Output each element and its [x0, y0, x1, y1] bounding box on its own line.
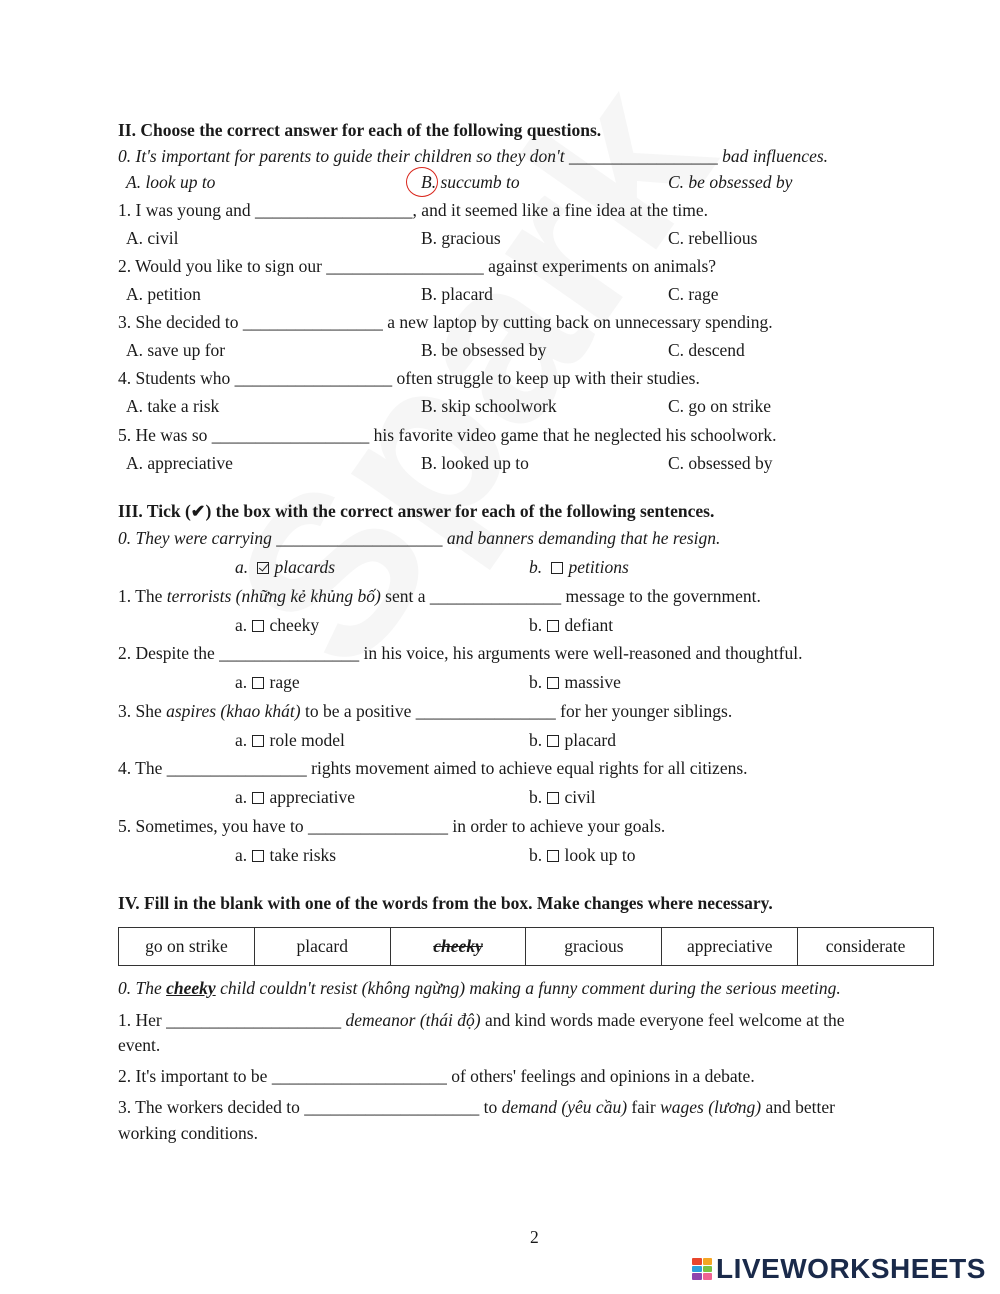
section-3-example-option-a	[235, 556, 335, 578]
section-2-q1-option-c[interactable]: C. rebellious	[668, 228, 758, 248]
section-2-q1-option-a[interactable]: A. civil	[126, 228, 179, 248]
checkbox-icon[interactable]	[547, 620, 559, 632]
section-2-q5-option-c[interactable]: C. obsessed by	[668, 453, 773, 473]
section-3-question-5: 5. Sometimes, you have to ________________ in order to achieve your goals.	[118, 816, 666, 836]
section-2-q4-option-a[interactable]: A. take a risk	[126, 396, 220, 416]
section-3-q2-option-a[interactable]: a. rage	[235, 672, 300, 692]
section-2-q2-option-b[interactable]: B. placard	[421, 284, 493, 304]
section-3-q2-option-b[interactable]: b. massive	[529, 672, 621, 692]
section-3-question-2: 2. Despite the ________________ in his voice, his arguments were well-reasoned and thoughtful.	[118, 643, 803, 663]
section-4-question-3: 3. The workers decided to ____________________ to demand (yêu cầu) fair wages (lương) and better	[118, 1097, 835, 1117]
section-4-question-2: 2. It's important to be ____________________ of others' feelings and opinions in a debate.	[118, 1066, 755, 1086]
section-3-example-option-b	[529, 556, 629, 578]
page-number: 2	[530, 1227, 539, 1247]
section-3-q4-option-a[interactable]: a. appreciative	[235, 787, 356, 807]
section-2-example-option-c: C. be obsessed by	[668, 172, 793, 192]
section-3-example-question: 0. They were carrying ___________________ and banners demanding that he resign.	[118, 528, 721, 548]
option-label: petitions	[568, 557, 629, 577]
checkbox-icon[interactable]	[547, 792, 559, 804]
section-2-example-option-a: A. look up to	[126, 172, 216, 192]
checked-box-icon	[257, 562, 269, 574]
checkbox-icon[interactable]	[252, 735, 264, 747]
section-2-question-2: 2. Would you like to sign our __________________ against experiments on animals?	[118, 256, 717, 276]
logo-mark-icon	[692, 1258, 712, 1280]
section-2-q5-option-a[interactable]: A. appreciative	[126, 453, 233, 473]
section-4-question-1: 1. Her ____________________ demeanor (thái độ) and kind words made everyone feel welcome at the	[118, 1010, 845, 1030]
checkbox-icon[interactable]	[252, 620, 264, 632]
section-2-example-question: 0. It's important for parents to guide their children so they don't _________________ bad influences.	[118, 146, 829, 166]
section-4-heading: IV. Fill in the blank with one of the words from the box. Make changes where necessary.	[118, 893, 773, 913]
word-box-item: placard	[254, 928, 390, 966]
section-3-q1-option-b[interactable]: b. defiant	[529, 615, 614, 635]
section-3-q5-option-b[interactable]: b. look up to	[529, 845, 636, 865]
checkbox-icon[interactable]	[252, 677, 264, 689]
section-2-q2-option-a[interactable]: A. petition	[126, 284, 201, 304]
section-3-q4-option-b[interactable]: b. civil	[529, 787, 596, 807]
option-prefix: a.	[235, 557, 249, 577]
section-4-example: 0. The cheeky child couldn't resist (không ngừng) making a funny comment during the serious meeting.	[118, 978, 841, 998]
section-2-example-option-b: B. succumb to	[421, 172, 520, 192]
checkbox-icon[interactable]	[547, 735, 559, 747]
section-3-q5-option-a[interactable]: a. take risks	[235, 845, 337, 865]
section-2-q5-option-b[interactable]: B. looked up to	[421, 453, 529, 473]
section-3-question-1: 1. The terrorists (những kẻ khủng bố) sent a _______________ message to the government.	[118, 586, 761, 606]
selected-answer-circle	[406, 167, 438, 197]
section-4-question-3-continued: working conditions.	[118, 1123, 258, 1143]
checkbox-icon[interactable]	[547, 850, 559, 862]
section-3-question-3: 3. She aspires (khao khát) to be a positive ________________ for her younger siblings.	[118, 701, 733, 721]
section-2-q3-option-a[interactable]: A. save up for	[126, 340, 226, 360]
section-2-question-5: 5. He was so __________________ his favorite video game that he neglected his schoolwork.	[118, 425, 777, 445]
section-2-question-4: 4. Students who __________________ often struggle to keep up with their studies.	[118, 368, 700, 388]
section-3-question-4: 4. The ________________ rights movement aimed to achieve equal rights for all citizens.	[118, 758, 748, 778]
checkbox-icon[interactable]	[252, 850, 264, 862]
section-2-q3-option-c[interactable]: C. descend	[668, 340, 745, 360]
checkbox-icon[interactable]	[547, 677, 559, 689]
section-4-question-1-continued: event.	[118, 1035, 161, 1055]
section-2-q4-option-b[interactable]: B. skip schoolwork	[421, 396, 557, 416]
option-label: placards	[274, 557, 336, 577]
section-2-q3-option-b[interactable]: B. be obsessed by	[421, 340, 547, 360]
section-2-q4-option-c[interactable]: C. go on strike	[668, 396, 772, 416]
logo-text: LIVEWORKSHEETS	[716, 1253, 986, 1284]
example-answer: cheeky	[166, 978, 216, 998]
section-3-q1-option-a[interactable]: a. cheeky	[235, 615, 320, 635]
section-2-question-1: 1. I was young and __________________, and it seemed like a fine idea at the time.	[118, 200, 709, 220]
section-3-q3-option-a[interactable]: a. role model	[235, 730, 345, 750]
word-box-item-used: cheeky	[390, 928, 526, 966]
section-3-q3-option-b[interactable]: b. placard	[529, 730, 616, 750]
option-prefix: b.	[529, 557, 543, 577]
checkbox-icon	[551, 562, 563, 574]
section-2-heading: II. Choose the correct answer for each of the following questions.	[118, 120, 602, 140]
word-box-item: considerate	[798, 928, 934, 966]
word-box-item: gracious	[526, 928, 662, 966]
section-2-q2-option-c[interactable]: C. rage	[668, 284, 719, 304]
liveworksheets-logo[interactable]	[692, 1253, 986, 1285]
word-box	[118, 927, 934, 966]
section-2-question-3: 3. She decided to ________________ a new laptop by cutting back on unnecessary spending.	[118, 312, 773, 332]
section-3-heading: III. Tick (✔) the box with the correct answer for each of the following sentences.	[118, 501, 715, 521]
word-box-item: appreciative	[662, 928, 798, 966]
section-2-q1-option-b[interactable]: B. gracious	[421, 228, 501, 248]
word-box-item: go on strike	[119, 928, 255, 966]
checkbox-icon[interactable]	[252, 792, 264, 804]
